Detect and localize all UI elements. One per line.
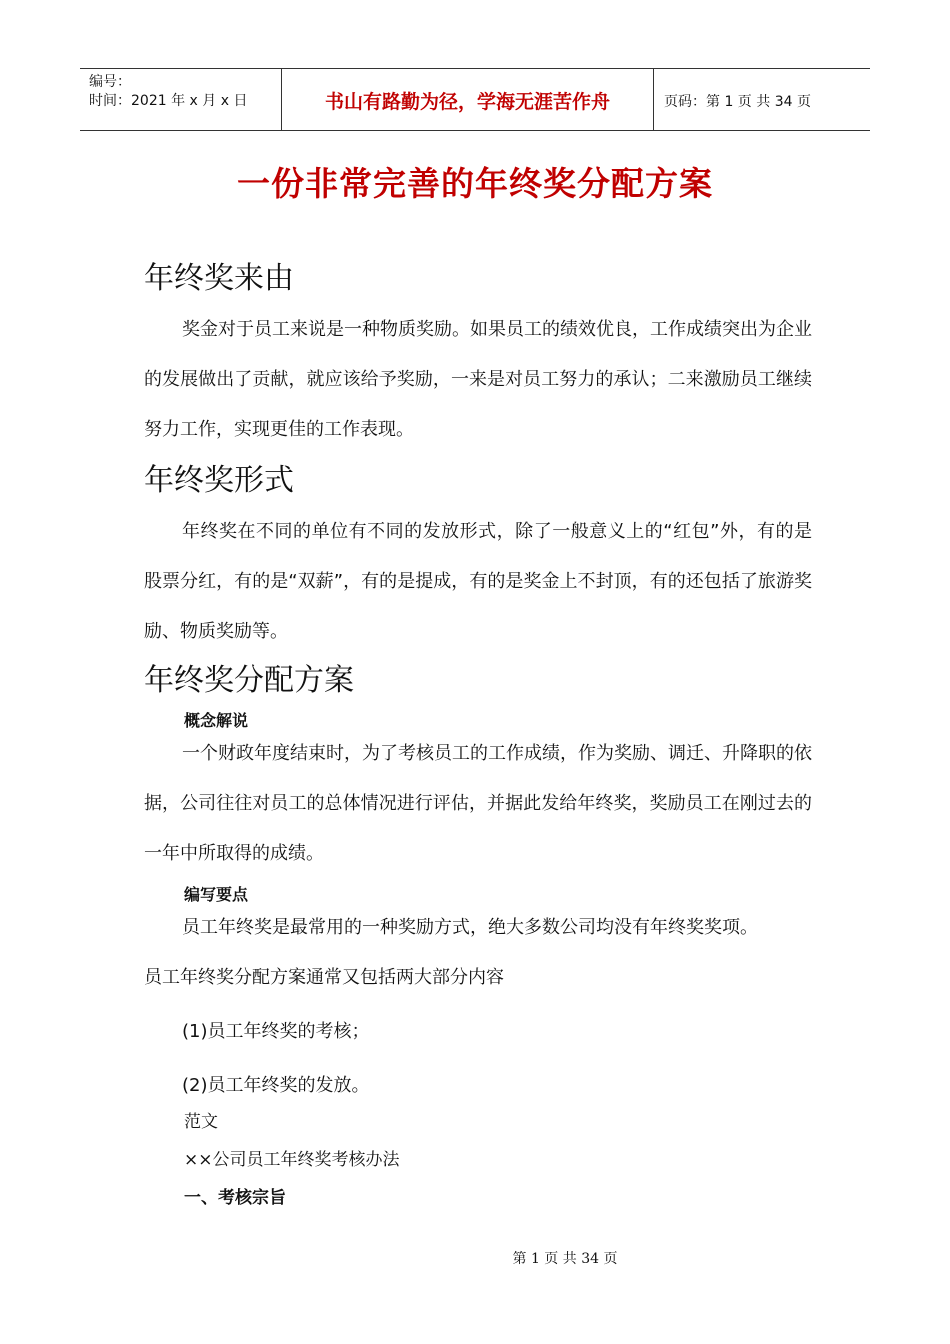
- subheading-concept: 概念解说: [184, 711, 249, 730]
- section-heading-origin: 年终奖来由: [144, 261, 294, 296]
- page-footer: 第 1 页 共 34 页: [512, 1251, 618, 1267]
- section-heading-plan: 年终奖分配方案: [144, 663, 354, 698]
- paragraph-form: 年终奖在不同的单位有不同的发放形式，除了一般意义上的“红包”外，有的是股票分红，有的是“双薪”，有的是提成，有的是奖金上不封顶，有的还包括了旅游奖励、物质奖励等。: [144, 521, 812, 642]
- document-time: 时间：2021 年 x 月 x 日: [89, 93, 248, 109]
- points-line-2: 员工年终奖分配方案通常又包括两大部分内容: [144, 967, 504, 988]
- document-number-label: 编号：: [89, 74, 131, 90]
- points-line-1: 员工年终奖是最常用的一种奖励方式，绝大多数公司均没有年终奖奖项。: [182, 917, 758, 938]
- list-item-1: (1)员工年终奖的考核；: [182, 1021, 370, 1042]
- paragraph-origin: 奖金对于员工来说是一种物质奖励。如果员工的绩效优良，工作成绩突出为企业的发展做出了贡献，就应该给予奖励，一来是对员工努力的承认；二来激励员工继续努力工作，实现更佳的工作表现。: [144, 319, 812, 440]
- header-meta: [80, 69, 281, 130]
- header-table: [80, 68, 870, 131]
- paragraph-concept: 一个财政年度结束时，为了考核员工的工作成绩，作为奖励、调迁、升降职的依据，公司往往对员工的总体情况进行评估，并据此发给年终奖，奖励员工在刚过去的一年中所取得的成绩。: [144, 743, 812, 864]
- header-page-info: 页码：第 1 页 共 34 页: [664, 93, 811, 110]
- section-heading-form: 年终奖形式: [144, 463, 294, 498]
- subheading-points: 编写要点: [184, 885, 249, 904]
- document-title: 一份非常完善的年终奖分配方案: [237, 164, 713, 203]
- sample-section-1: 一、考核宗旨: [184, 1188, 286, 1208]
- document-body: [144, 255, 812, 1217]
- header-motto: 书山有路勤为径，学海无涯苦作舟: [281, 69, 654, 130]
- sample-label: 范文: [184, 1112, 218, 1132]
- list-item-2: (2)员工年终奖的发放。: [182, 1075, 370, 1096]
- sample-title: ××公司员工年终奖考核办法: [184, 1150, 400, 1170]
